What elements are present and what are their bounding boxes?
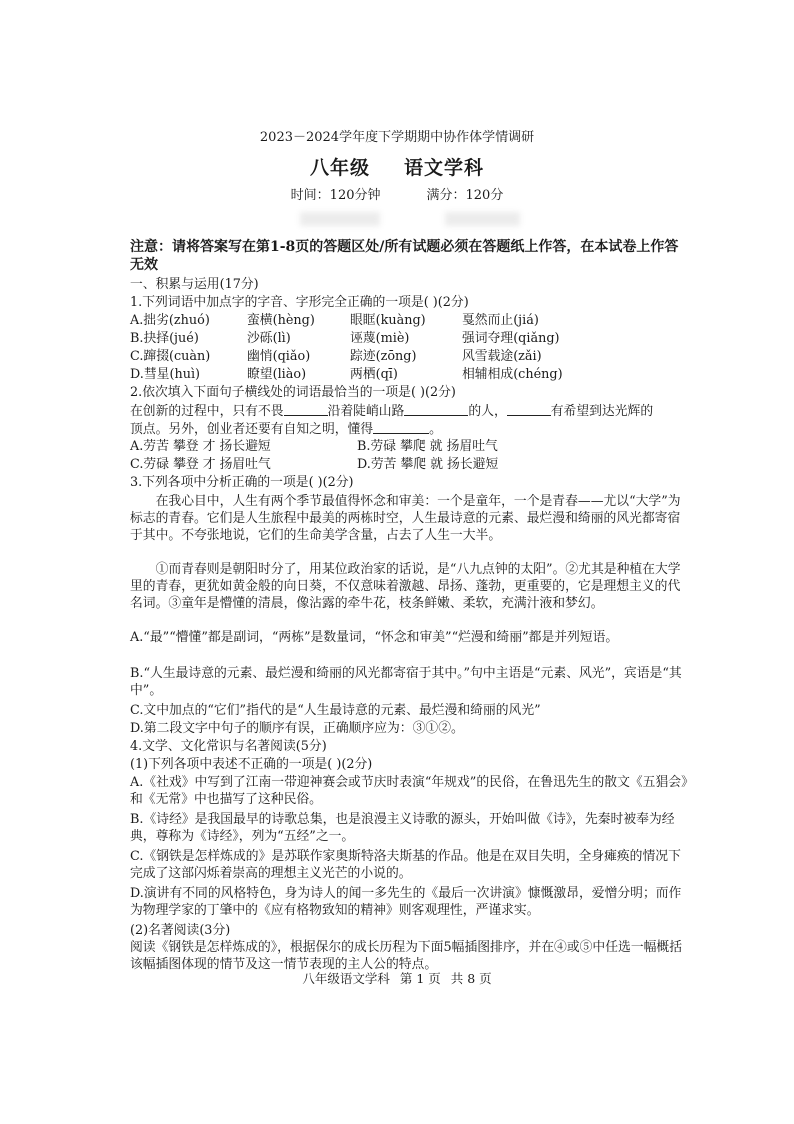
footer-subject: 八年级语文学科 [302, 971, 390, 986]
q1-option: 强词夺理(qiǎng) [462, 331, 560, 346]
score-label: 满分：120分 [426, 188, 504, 203]
q1-option: 幽悄(qiǎo) [247, 349, 311, 364]
page-footer [0, 969, 794, 987]
q1-option: 戛然而止(jiá) [462, 313, 539, 328]
grade-subject [0, 156, 794, 181]
q1-option: 风雪载途(zǎi) [462, 349, 542, 364]
fill-blank [404, 403, 468, 416]
q2-stem: 2.依次填入下面句子横线处的词语最恰当的一项是( )(2分) [130, 385, 456, 400]
subject-label: 语文学科 [404, 157, 485, 179]
q2-sentence-line2: 顶点。另外，创业者还要有自知之明，懂得 。 [130, 422, 442, 437]
q1-option: 两栖(qī) [350, 367, 398, 382]
q3-option-a: A.“最”“懵懂”都是副词，“两栋”是数量词，“怀念和审美”“烂漫和绮丽”都是并列短语。 [130, 630, 619, 645]
q3-passage-paragraph: ①而青春则是朝阳时分了，用某位政治家的话说，是“八九点钟的太阳”。②尤其是种植在大学里的青春，更犹如黄金般的向日葵，不仅意味着激越、昂扬、蓬勃，更重要的，它是理想主义的代名词。③童年是懵懂的清晨，像沾露的牵牛花，枝条鲜嫩、柔软，充满汁液和梦幻。 [130, 562, 681, 611]
q4-sub2-text: 阅读《钢铁是怎样炼成的》，根据保尔的成长历程为下面5幅插图排序，并在④或⑤中任选一幅概括该幅插图体现的情节及这一情节表现的主人公的特点。 [130, 940, 683, 972]
q2-sentence-line1: 在创新的过程中，只有不畏 沿着陡峭山路 的人， 有希望到达光辉的 [130, 404, 654, 419]
q1-option: B.抉择(jué) [130, 331, 199, 346]
q2-option-d: D.劳苦 攀爬 就 扬长避短 [357, 457, 499, 472]
exam-title: 2023－2024学年度下学期期中协作体学情调研 [259, 130, 535, 145]
q2-option-a: A.劳苦 攀登 才 扬长避短 [130, 439, 271, 454]
q3-option-c: C.文中加点的“它们”指代的是“人生最诗意的元素、最烂漫和绮丽的风光” [130, 703, 541, 718]
q1-option: 瞭望(liào) [247, 367, 307, 382]
fill-blank [507, 403, 551, 416]
q3-option-d: D.第二段文字中句子的顺序有误，正确顺序应为：③①②。 [130, 721, 464, 736]
q1-stem: 1.下列词语中加点字的字音、字形完全正确的一项是( )(2分) [130, 295, 469, 310]
fill-blank [284, 403, 328, 416]
q1-option: 诬蔑(miè) [350, 331, 410, 346]
faded-mark [445, 212, 520, 226]
q4-option-a: A.《社戏》中写到了江南一带迎神赛会或节庆时表演“年规戏”的民俗，在鲁迅先生的散文《五猖会》和《无常》中也描写了这种民俗。 [130, 775, 688, 807]
q1-option: A.拙劣(zhuó) [130, 313, 210, 328]
q3-stem: 3.下列各项中分析正确的一项是( )(2分) [130, 475, 354, 490]
q1-option: 沙砾(lì) [247, 331, 291, 346]
q2-option-b: B.劳碌 攀爬 就 扬眉吐气 [357, 439, 498, 454]
q1-option: C.蹿掇(cuàn) [130, 349, 211, 364]
q1-option: 眼眶(kuàng) [350, 313, 426, 328]
footer-page: 第 1 页 [399, 971, 441, 986]
q4-option-c: C.《钢铁是怎样炼成的》是苏联作家奥斯特洛夫斯基的作品。他是在双目失明，全身瘫痪的情况下完成了这部闪烁着崇高的理想主义光芒的小说的。 [130, 849, 681, 881]
time-score [0, 188, 794, 205]
q1-option: D.彗星(huì) [130, 367, 201, 382]
notice: 注意：请将答案写在第1-8页的答题区处/所有试题必须在答题纸上作答，在本试卷上作答无效 [130, 239, 679, 274]
q4-stem: 4.文学、文化常识与名著阅读(5分) [130, 739, 327, 754]
q1-option: 踪迹(zōng) [350, 349, 417, 364]
fill-blank [373, 421, 429, 434]
q1-option: 相辅相成(chéng) [462, 367, 563, 382]
section-heading: 一、积累与运用(17分) [130, 277, 259, 292]
q1-option: 蛮横(hèng) [247, 313, 315, 328]
q4-sub2-stem: (2)名著阅读(3分) [130, 923, 231, 938]
time-label: 时间：120分钟 [290, 188, 381, 203]
faded-mark [300, 212, 380, 226]
grade-label: 八年级 [309, 157, 370, 179]
footer-total: 共 8 页 [450, 971, 492, 986]
q3-option-b: B.“人生最诗意的元素、最烂漫和绮丽的风光都寄宿于其中。”句中主语是“元素、风光”，宾语是“其中”。 [130, 666, 682, 698]
q2-option-c: C.劳碌 攀登 才 扬眉吐气 [130, 457, 271, 472]
q3-passage-paragraph: 在我心目中，人生有两个季节最值得怀念和审美：一个是童年，一个是青春——尤以“大学”为标志的青春。它们是人生旅程中最美的两栋时空，人生最诗意的元素、最烂漫和绮丽的风光都寄宿于其中。不夸张地说，它们的生命美学含量，占去了人生一大半。 [130, 494, 681, 543]
q4-sub1-stem: (1)下列各项中表述不正确的一项是( )(2分) [130, 757, 373, 772]
q4-option-d: D.演讲有不同的风格特色，身为诗人的闻一多先生的《最后一次讲演》慷慨激昂，爱憎分明；而作为物理学家的丁肇中的《应有格物致知的精神》则客观理性，严谨求实。 [130, 886, 682, 918]
q4-option-b: B.《诗经》是我国最早的诗歌总集，也是浪漫主义诗歌的源头，开始叫做《诗》，先秦时被奉为经典，尊称为《诗经》，列为“五经”之一。 [130, 812, 675, 844]
